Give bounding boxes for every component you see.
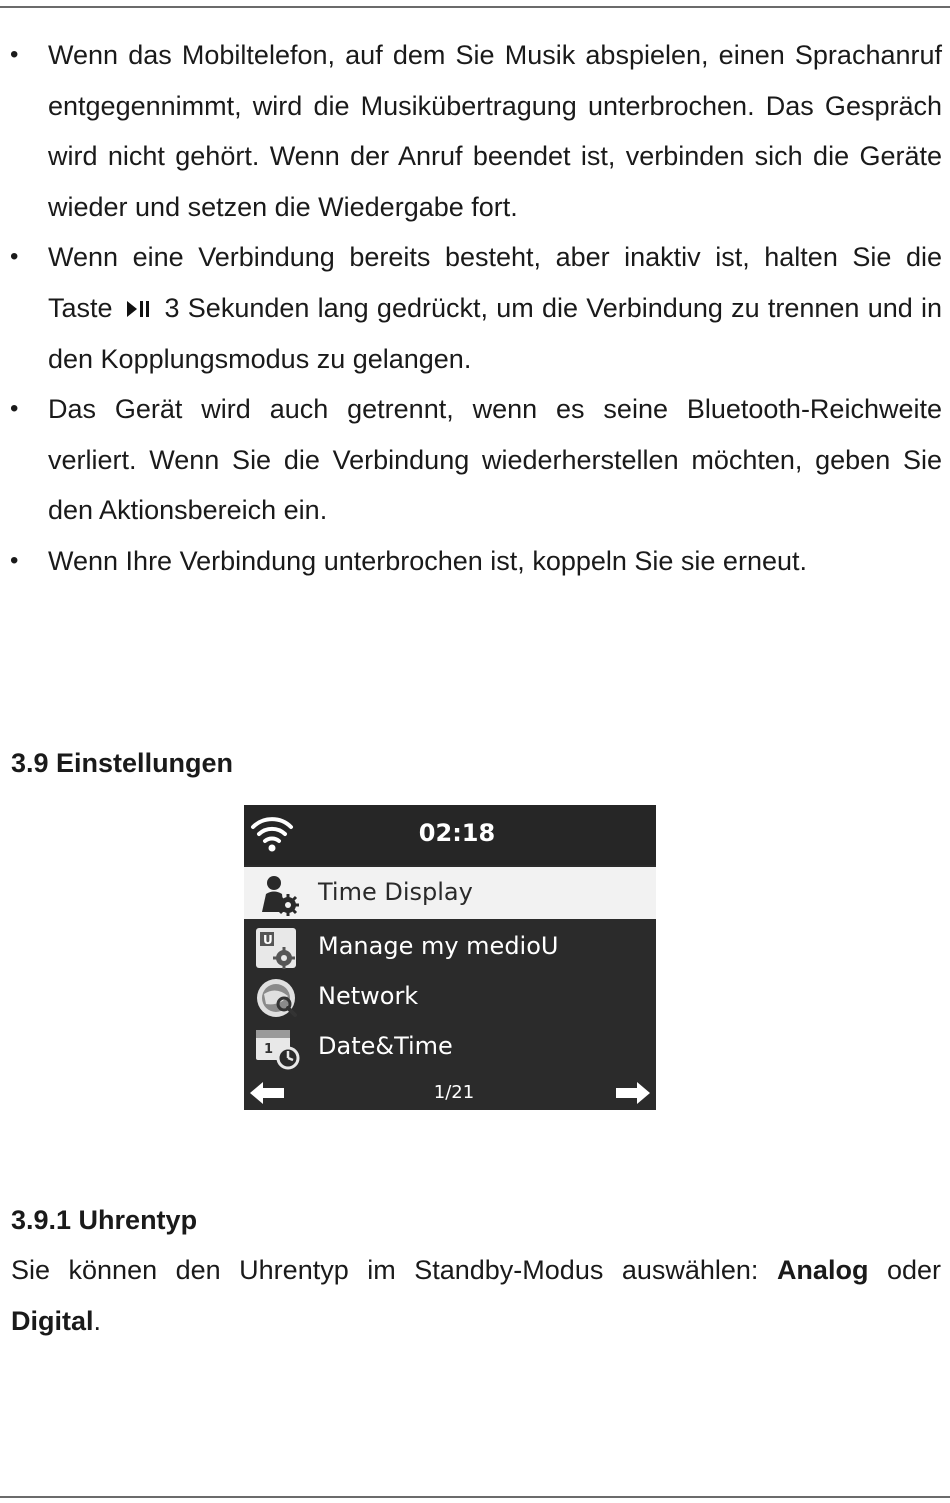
bullet-item: • Wenn Ihre Verbindung unterbrochen ist, koppeln Sie sie erneut.: [0, 536, 942, 587]
section-heading-uhrentyp: 3.9.1 Uhrentyp: [11, 1205, 198, 1235]
bullet-text: Wenn eine Verbindung bereits besteht, aber inaktiv ist, halten Sie die Taste: [48, 242, 942, 323]
bullet-item: • Wenn das Mobiltelefon, auf dem Sie Musik abspielen, einen Sprachanruf entgegennimmt, wird die Musikübertragung unterbrochen. Das Gespräch wird nicht gehört. Wenn der Anruf beendet ist, verbinden sich die Geräte wieder und setzen die Wiedergabe fort.: [0, 30, 942, 232]
manage-mediou-icon: [254, 926, 302, 975]
date-time-icon: [254, 1026, 302, 1075]
bullet-text: 3 Sekunden lang gedrückt, um die Verbindung zu trennen und in den Kopplungsmodus zu gelangen.: [48, 292, 942, 374]
paragraph-text: Sie können den Uhrentyp im Standby-Modus auswählen:: [11, 1255, 777, 1285]
svg-text:U: U: [263, 933, 273, 947]
bullet-item: [0, 232, 942, 384]
bullet-list: [0, 30, 942, 587]
option-digital: Digital: [11, 1305, 94, 1336]
menu-item-network[interactable]: [244, 971, 656, 1023]
paragraph-text: .: [93, 1305, 102, 1336]
svg-text:1: 1: [264, 1042, 274, 1057]
menu-item-label: Date&Time: [318, 1032, 453, 1060]
top-rule: [0, 6, 950, 8]
menu-item-manage-mediou[interactable]: [244, 921, 656, 973]
page-indicator: 1/21: [433, 1082, 475, 1103]
menu-item-time-display[interactable]: [244, 867, 656, 919]
screen-header: [244, 805, 656, 865]
bullet-item: • Das Gerät wird auch getrennt, wenn es seine Bluetooth-Reichweite verliert. Wenn Sie die Verbindung wiederherstellen möchten, geben Sie den Aktionsbereich ein.: [0, 384, 942, 536]
screen-footer: [244, 1073, 656, 1110]
menu-item-label: Manage my medioU: [318, 932, 559, 960]
time-display-settings-icon: [254, 872, 302, 921]
bottom-rule: [0, 1496, 950, 1498]
clock-display: 02:18: [418, 819, 496, 847]
menu-item-date-time[interactable]: [244, 1021, 656, 1073]
paragraph-text: oder: [868, 1255, 941, 1285]
network-icon: [254, 976, 302, 1025]
menu-item-label: Time Display: [318, 878, 473, 906]
option-analog: Analog: [776, 1255, 869, 1285]
play-pause-icon: [125, 287, 151, 338]
device-screen: [244, 805, 656, 1110]
uhrentyp-paragraph: [11, 1245, 941, 1346]
section-heading-einstellungen: 3.9 Einstellungen: [11, 748, 234, 778]
menu-item-label: Network: [318, 982, 419, 1010]
arrow-right-icon[interactable]: [616, 1082, 650, 1109]
